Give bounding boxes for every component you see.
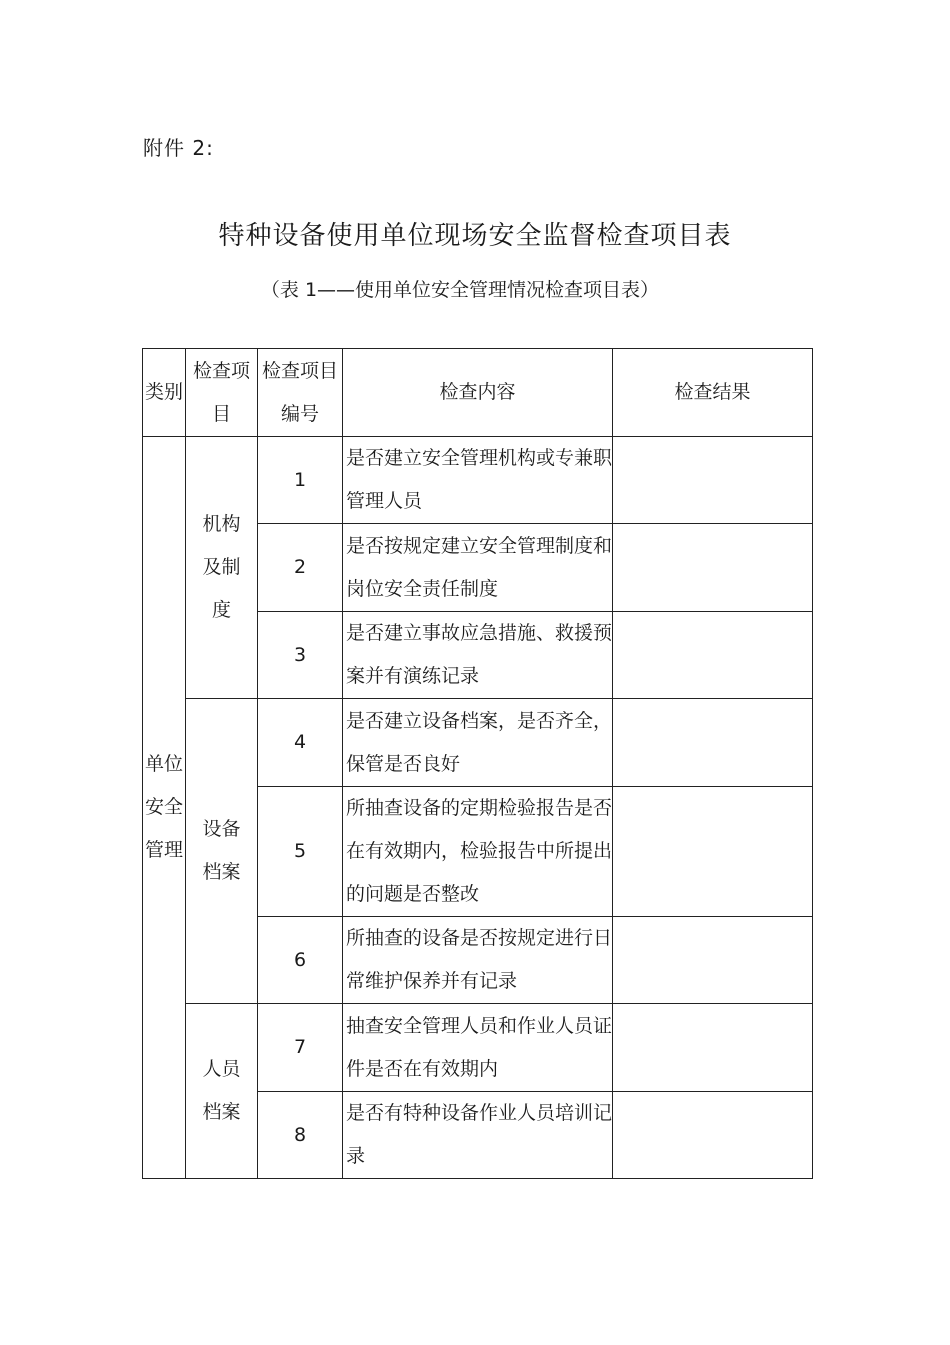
item-no: 2 bbox=[258, 524, 343, 612]
item-no: 7 bbox=[258, 1004, 343, 1092]
check-content: 是否建立安全管理机构或专兼职管理人员 bbox=[343, 437, 613, 524]
item-no: 6 bbox=[258, 917, 343, 1004]
item-no: 3 bbox=[258, 612, 343, 699]
check-result[interactable] bbox=[613, 787, 813, 917]
category-label: 单位安全管理 bbox=[144, 753, 183, 861]
item-cell bbox=[186, 437, 258, 699]
check-content: 是否按规定建立安全管理制度和岗位安全责任制度 bbox=[343, 524, 613, 612]
item-cell bbox=[186, 1004, 258, 1179]
category-cell bbox=[143, 437, 186, 1179]
header-type: 类别 bbox=[143, 349, 186, 437]
item-cell bbox=[186, 699, 258, 1004]
check-result[interactable] bbox=[613, 437, 813, 524]
inspection-table bbox=[142, 348, 813, 1179]
item-no: 8 bbox=[258, 1092, 343, 1179]
header-content: 检查内容 bbox=[343, 349, 613, 437]
item-label: 机构及制度 bbox=[202, 513, 241, 621]
item-label: 设备档案 bbox=[202, 818, 241, 883]
item-no: 4 bbox=[258, 699, 343, 787]
item-label: 人员档案 bbox=[202, 1058, 241, 1123]
table-row bbox=[143, 1004, 813, 1092]
check-result[interactable] bbox=[613, 524, 813, 612]
check-result[interactable] bbox=[613, 1004, 813, 1092]
check-result[interactable] bbox=[613, 1092, 813, 1179]
table-row bbox=[143, 437, 813, 524]
check-content: 抽查安全管理人员和作业人员证件是否在有效期内 bbox=[343, 1004, 613, 1092]
check-content: 所抽查的设备是否按规定进行日常维护保养并有记录 bbox=[343, 917, 613, 1004]
check-result[interactable] bbox=[613, 917, 813, 1004]
check-content: 是否有特种设备作业人员培训记录 bbox=[343, 1092, 613, 1179]
check-content: 是否建立事故应急措施、救援预案并有演练记录 bbox=[343, 612, 613, 699]
header-result: 检查结果 bbox=[613, 349, 813, 437]
header-row bbox=[143, 349, 813, 437]
document-title: 特种设备使用单位现场安全监督检查项目表 bbox=[218, 221, 732, 251]
document-subtitle: （表 1——使用单位安全管理情况检查项目表） bbox=[260, 279, 660, 301]
check-content: 是否建立设备档案，是否齐全，保管是否良好 bbox=[343, 699, 613, 787]
attachment-label: 附件 2: bbox=[143, 136, 214, 160]
header-item-no: 检查项目编号 bbox=[258, 349, 343, 437]
check-result[interactable] bbox=[613, 699, 813, 787]
item-no: 1 bbox=[258, 437, 343, 524]
check-result[interactable] bbox=[613, 612, 813, 699]
table-row bbox=[143, 699, 813, 787]
item-no: 5 bbox=[258, 787, 343, 917]
header-item: 检查项目 bbox=[186, 349, 258, 437]
check-content: 所抽查设备的定期检验报告是否在有效期内，检验报告中所提出的问题是否整改 bbox=[343, 787, 613, 917]
